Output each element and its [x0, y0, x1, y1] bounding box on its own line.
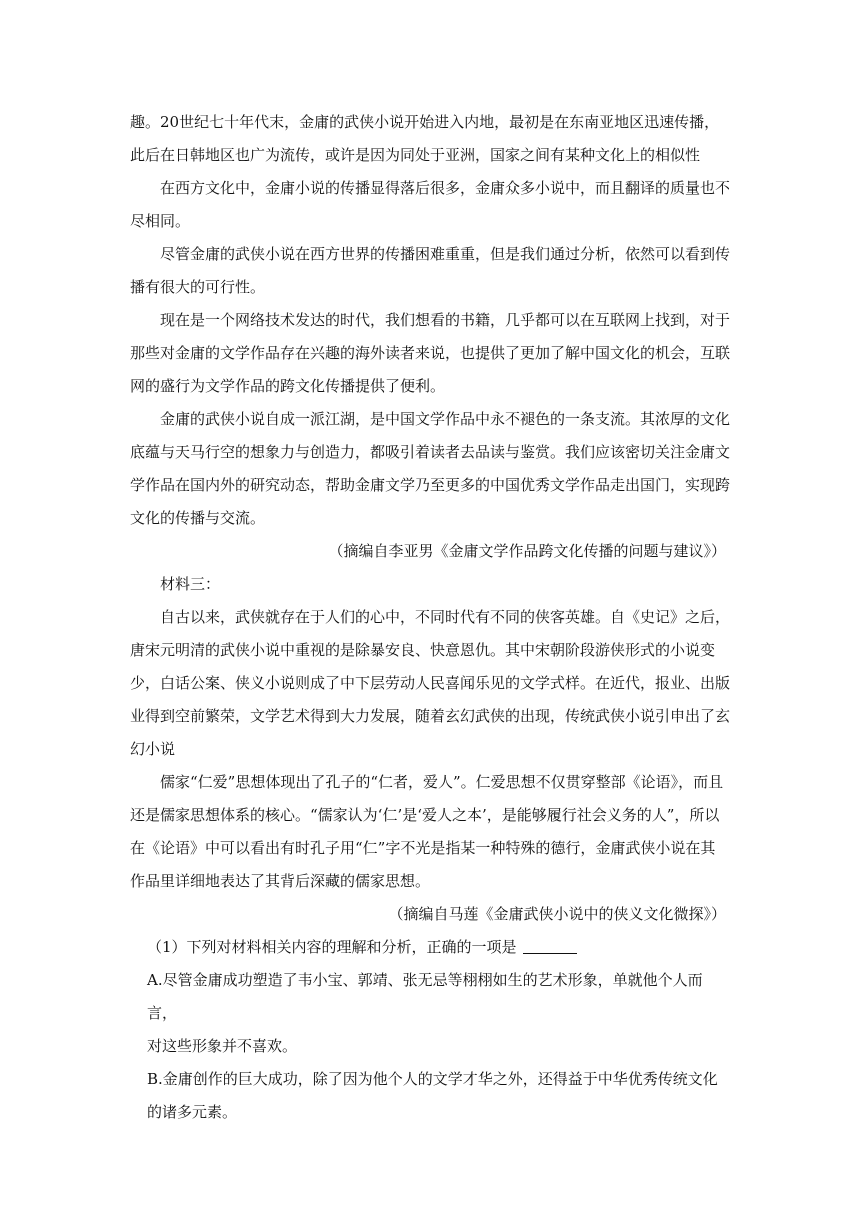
option-b-line2: 的诸多元素。	[147, 1103, 238, 1121]
option-a[interactable]	[130, 964, 730, 1063]
paragraph-confucian: 儒家“仁爱”思想体现出了孔子的“仁者，爱人”。仁爱思想不仅贯穿整部《论语》，而且还是儒家思想体系的核心。“儒家认为‘仁’是‘爱人之本’，是能够履行社会义务的人”，所以在《论语》中可以看出有时孔子用“仁”字不光是指某一种特殊的德行，金庸武侠小说在其作品里详细地表达了其背后深藏的儒家思想。	[130, 773, 724, 890]
material-three-label: 材料三：	[160, 575, 221, 593]
paragraph-wuxia-history: 自古以来，武侠就存在于人们的心中，不同时代有不同的侠客英雄。自《史记》之后，唐宋元明清的武侠小说中重视的是除暴安良、快意恩仇。其中宋朝阶段游侠形式的小说变少，白话公案、侠义小说则成了中下层劳动人民喜闻乐见的文学式样。在近代，报业、出版业得到空前繁荣，文学艺术得到大力发展，随着玄幻武侠的出现，传统武侠小说引申出了玄幻小说	[130, 608, 731, 758]
source-citation-2: （摘编自李亚男《金庸文学作品跨文化传播的问题与建议》）	[328, 542, 726, 560]
paragraph-west-spread: 在西方文化中，金庸小说的传播显得落后很多，金庸众多小说中，而且翻译的质量也不尽相同。	[130, 179, 731, 230]
paragraph-continued: 趣。20世纪七十年代末，金庸的武侠小说开始进入内地，最初是在东南亚地区迅速传播，此后在日韩地区也广为流传，或许是因为同处于亚洲，国家之间有某种文化上的相似性	[130, 113, 720, 164]
paragraph-feasibility: 尽管金庸的武侠小说在西方世界的传播困难重重，但是我们通过分析，依然可以看到传播有很大的可行性。	[130, 245, 731, 296]
source-citation-3: （摘编自马莲《金庸武侠小说中的侠义文化微探》）	[388, 905, 726, 923]
option-a-line1: A.尽管金庸成功塑造了韦小宝、郭靖、张无忌等栩栩如生的艺术形象，单就他个人而言，	[147, 971, 703, 1022]
paragraph-internet: 现在是一个网络技术发达的时代，我们想看的书籍，几乎都可以在互联网上找到，对于那些对金庸的文学作品存在兴趣的海外读者来说，也提供了更加了解中国文化的机会，互联网的盛行为文学作品的跨文化传播提供了便利。	[130, 311, 731, 395]
question-stem	[130, 931, 730, 964]
paragraph-conclusion: 金庸的武侠小说自成一派江湖，是中国文学作品中永不褪色的一条支流。其浓厚的文化底蕴与天马行空的想象力与创造力，都吸引着读者去品读与鉴赏。我们应该密切关注金庸文学作品在国内外的研究动态，帮助金庸文学乃至更多的中国优秀文学作品走出国门，实现跨文化的传播与交流。	[130, 410, 731, 527]
document-page	[130, 106, 730, 1129]
question-text: （1）下列对材料相关内容的理解和分析，正确的一项是	[147, 938, 517, 956]
answer-blank[interactable]	[523, 935, 577, 954]
option-b[interactable]	[130, 1063, 730, 1129]
option-a-line2: 对这些形象并不喜欢。	[147, 1037, 298, 1055]
option-b-line1: B.金庸创作的巨大成功，除了因为他个人的文学才华之外，还得益于中华优秀传统文化	[147, 1070, 718, 1088]
